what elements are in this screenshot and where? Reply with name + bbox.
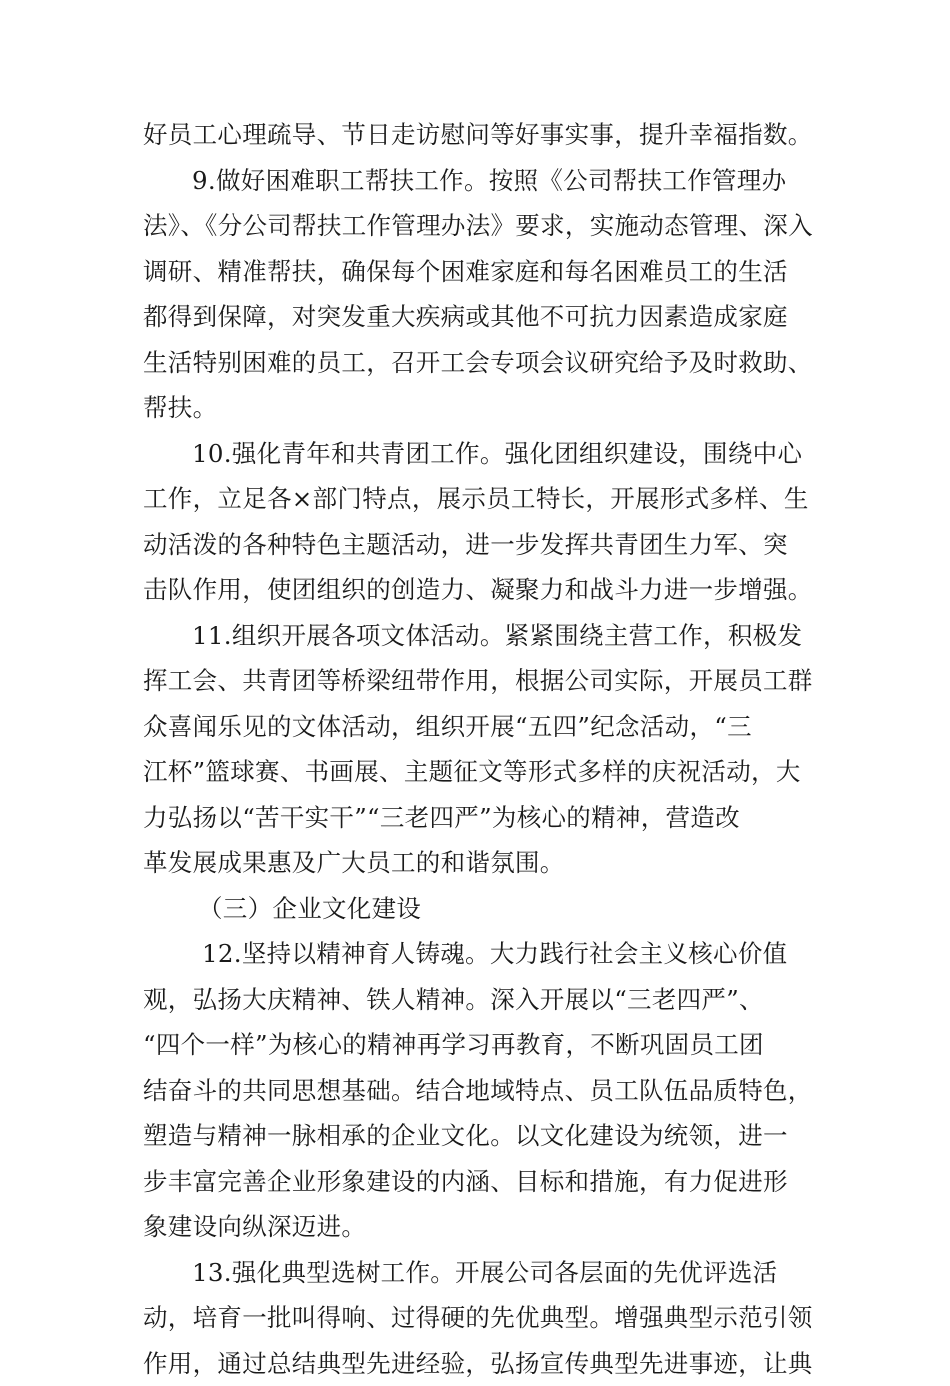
text-line: 好员工心理疏导、节日走访慰问等好事实事，提升幸福指数。 (143, 112, 823, 158)
text-line: 帮扶。 (143, 385, 823, 431)
text-line: 象建设向纵深迈进。 (143, 1204, 823, 1250)
text-line: 江杯”篮球赛、书画展、主题征文等形式多样的庆祝活动，大 (143, 749, 823, 795)
item-9-heading-line: 9.做好困难职工帮扶工作。按照《公司帮扶工作管理办 (143, 158, 823, 204)
text-line: 工作，立足各×部门特点，展示员工特长，开展形式多样、生 (143, 476, 823, 522)
text-line: 结奋斗的共同思想基础。结合地域特点、员工队伍品质特色， (143, 1068, 823, 1114)
item-10-heading-line: 10.强化青年和共青团工作。强化团组织建设，围绕中心 (143, 431, 823, 477)
item-11-heading-line: 11.组织开展各项文体活动。紧紧围绕主营工作，积极发 (143, 613, 823, 659)
text-line: 作用，通过总结典型先进经验，弘扬宣传典型先进事迹，让典 (143, 1341, 823, 1386)
text-line: 观，弘扬大庆精神、铁人精神。深入开展以“三老四严”、 (143, 977, 823, 1023)
item-13-heading-line: 13.强化典型选树工作。开展公司各层面的先优评选活 (143, 1250, 823, 1296)
item-12-heading-line: 12.坚持以精神育人铸魂。大力践行社会主义核心价值 (143, 931, 823, 977)
text-line: 挥工会、共青团等桥梁纽带作用，根据公司实际，开展员工群 (143, 658, 823, 704)
text-line: 调研、精准帮扶，确保每个困难家庭和每名困难员工的生活 (143, 249, 823, 295)
text-line: 生活特别困难的员工，召开工会专项会议研究给予及时救助、 (143, 340, 823, 386)
text-line: 步丰富完善企业形象建设的内涵、目标和措施，有力促进形 (143, 1159, 823, 1205)
text-line: 动，培育一批叫得响、过得硬的先优典型。增强典型示范引领 (143, 1295, 823, 1341)
text-line: 击队作用，使团组织的创造力、凝聚力和战斗力进一步增强。 (143, 567, 823, 613)
document-body (143, 112, 823, 1386)
text-line: 塑造与精神一脉相承的企业文化。以文化建设为统领，进一 (143, 1113, 823, 1159)
text-line: 法》、《分公司帮扶工作管理办法》要求，实施动态管理、深入 (143, 203, 823, 249)
text-line: 力弘扬以“苦干实干”“三老四严”为核心的精神，营造改 (143, 795, 823, 841)
section-heading: （三）企业文化建设 (143, 886, 823, 932)
text-line: 动活泼的各种特色主题活动，进一步发挥共青团生力军、突 (143, 522, 823, 568)
text-line: 众喜闻乐见的文体活动，组织开展“五四”纪念活动，“三 (143, 704, 823, 750)
text-line: 都得到保障，对突发重大疾病或其他不可抗力因素造成家庭 (143, 294, 823, 340)
text-line: 革发展成果惠及广大员工的和谐氛围。 (143, 840, 823, 886)
text-line: “四个一样”为核心的精神再学习再教育，不断巩固员工团 (143, 1022, 823, 1068)
